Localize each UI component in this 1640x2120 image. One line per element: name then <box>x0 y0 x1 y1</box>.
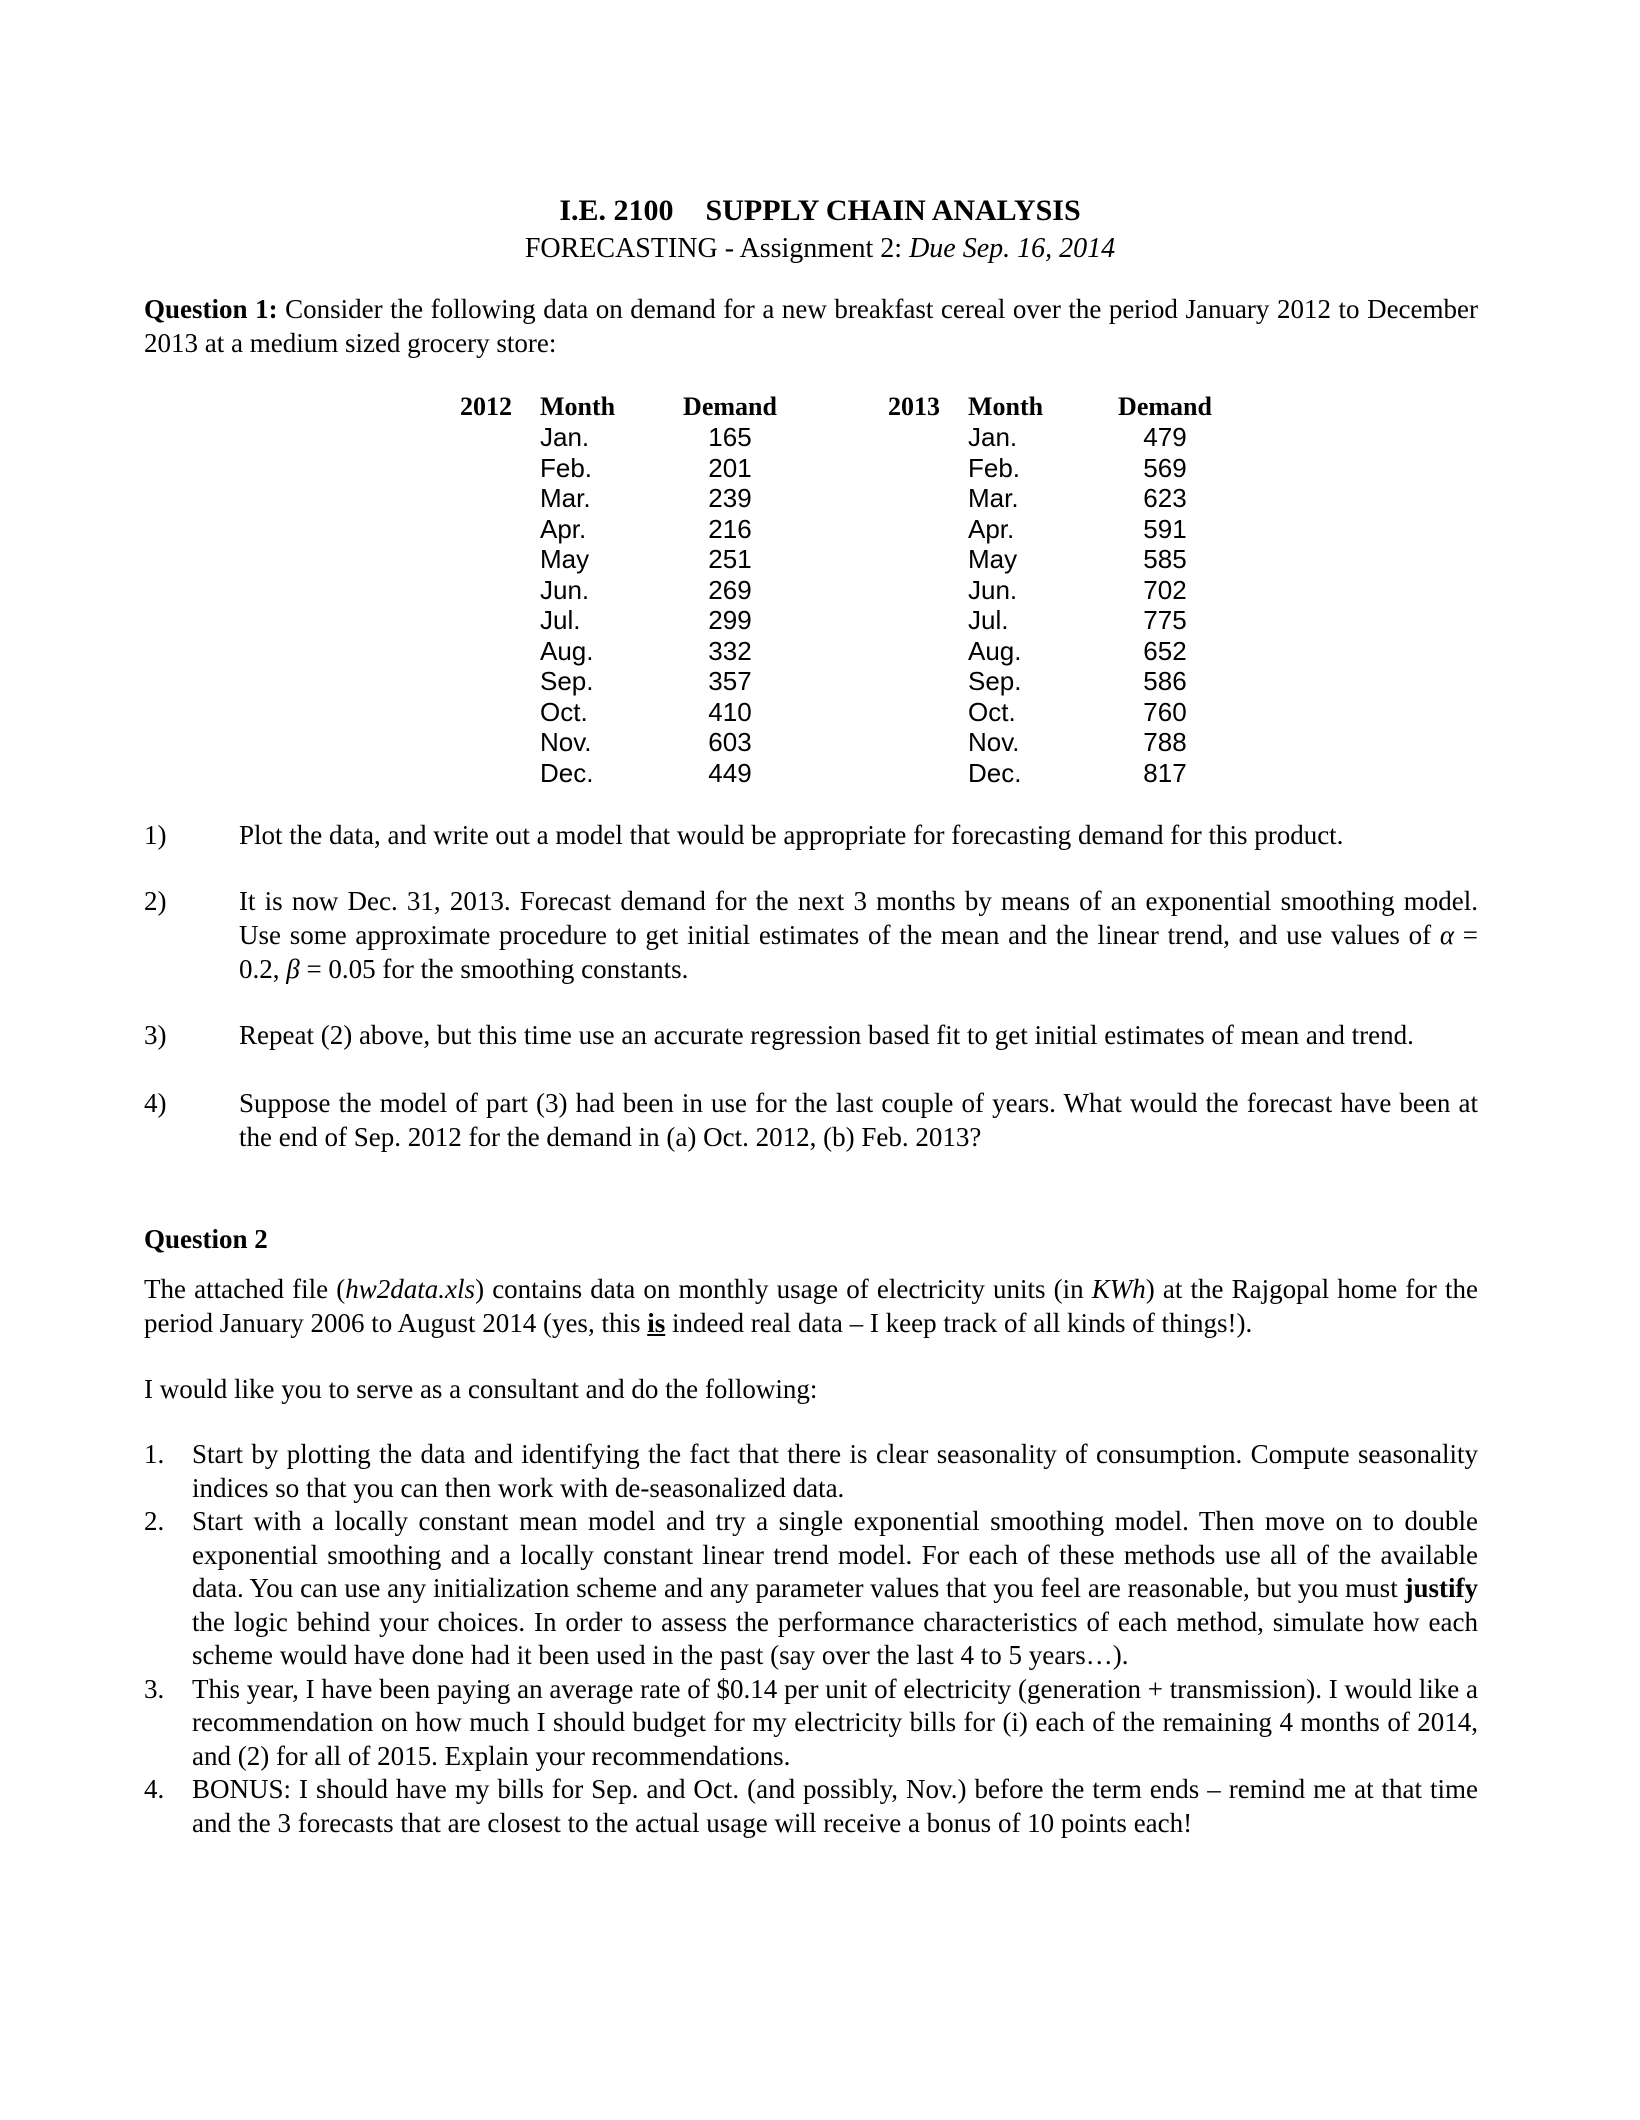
demand-2012-column <box>675 392 785 788</box>
demand-2013-column <box>1110 392 1220 788</box>
demand-cell: 299 <box>708 605 752 635</box>
emphasis-is: is <box>647 1308 666 1338</box>
month-cell: Aug. <box>968 635 1022 666</box>
month-cell: Jan. <box>540 422 590 452</box>
month-cell: May <box>968 544 1018 574</box>
alpha-value: = 0.2, <box>239 920 1478 984</box>
demand-cell: 410 <box>708 696 752 727</box>
q1-part-text: Plot the data, and write out a model that would be appropriate for forecasting demand for this product. <box>239 820 1344 850</box>
demand-cell: 479 <box>1143 422 1187 452</box>
q2-task-text: Start by plotting the data and identifying the fact that there is clear seasonality of consumption. Compute seasonality indices so that you can then work with de-seasonalized data. <box>192 1439 1478 1503</box>
alpha-symbol: α <box>1439 920 1455 950</box>
q2-task-text <box>192 1505 1478 1673</box>
demand-cell: 817 <box>1143 757 1187 788</box>
month-cell: Jul. <box>968 605 1009 635</box>
q2-task-2-text-b: the logic behind your choices. In order to assess the performance characteristics of each method, simulate how each scheme would have done had it been used in the past (say over the last 4 to 5 years…). <box>192 1606 1478 1670</box>
month-cell: Apr. <box>540 513 587 544</box>
q2-task-number: 2. <box>144 1506 165 1536</box>
month-list-2012 <box>540 422 650 788</box>
month-cell: Jul. <box>540 605 581 635</box>
month-header-2012: Month <box>540 392 616 421</box>
month-header-2013: Month <box>968 392 1044 421</box>
demand-header-2013: Demand <box>1118 392 1212 421</box>
q2-text-b: ) contains data on monthly usage of electricity units (in <box>475 1274 1092 1304</box>
demand-cell: 702 <box>1143 574 1187 605</box>
demand-cell: 585 <box>1143 544 1187 574</box>
q2-task-number: 4. <box>144 1774 165 1804</box>
demand-list-2012 <box>675 422 785 788</box>
demand-cell: 760 <box>1143 696 1187 727</box>
month-cell: Sep. <box>968 666 1022 696</box>
demand-cell: 332 <box>708 635 752 666</box>
demand-cell: 603 <box>708 727 752 757</box>
month-cell: Aug. <box>540 635 594 666</box>
assignment-title: FORECASTING - Assignment 2: <box>524 233 910 264</box>
month-cell: Jan. <box>968 422 1018 452</box>
month-list-2013 <box>968 422 1078 788</box>
year-2012-column <box>460 392 510 422</box>
q2-task-number: 3. <box>144 1673 165 1704</box>
month-cell: Dec. <box>968 757 1022 788</box>
month-cell: Apr. <box>968 513 1015 544</box>
month-cell: Nov. <box>540 727 592 757</box>
q1-part-number: 2) <box>144 886 167 916</box>
month-cell: Mar. <box>540 483 591 513</box>
month-cell: Feb. <box>968 452 1021 483</box>
q2-task-2-text-a: Start with a locally constant mean model and try a single exponential smoothing model. Then move on to double exponential smoothing and a locally constant linear trend model. For each of these methods use all of the available data. You can use any initialization scheme and any parameter values that you feel are reasonable, but you must <box>192 1506 1478 1603</box>
demand-cell: 569 <box>1143 452 1187 483</box>
demand-cell: 251 <box>708 544 752 574</box>
year-2013-header: 2013 <box>888 392 940 421</box>
demand-list-2013 <box>1110 422 1220 788</box>
month-cell: Oct. <box>540 696 588 727</box>
q2-task-text: BONUS: I should have my bills for Sep. and Oct. (and possibly, Nov.) before the term ends – remind me at that time and the 3 forecasts that are closest to the actual usage will receive a bonus of 10 points each! <box>192 1774 1478 1838</box>
demand-cell: 652 <box>1143 635 1187 666</box>
demand-cell: 623 <box>1143 483 1187 513</box>
emphasis-justify: justify <box>1404 1573 1478 1603</box>
demand-table <box>460 392 1220 792</box>
month-cell: May <box>540 544 590 574</box>
q1-part-number: 3) <box>144 1020 167 1050</box>
demand-cell: 591 <box>1143 513 1187 544</box>
demand-cell: 269 <box>708 574 752 605</box>
month-cell: Mar. <box>968 483 1019 513</box>
due-date: Due Sep. 16, 2014 <box>909 233 1116 264</box>
q2-text-a: The attached file ( <box>144 1274 346 1304</box>
month-cell: Sep. <box>540 666 594 696</box>
q2-task-number: 1. <box>144 1439 165 1469</box>
course-code: I.E. 2100 <box>559 194 674 227</box>
demand-cell: 165 <box>708 422 752 452</box>
q1-part-number: 4) <box>144 1088 167 1118</box>
unit-kwh: KWh <box>1091 1274 1146 1304</box>
month-cell: Feb. <box>540 452 593 483</box>
assignment-line <box>0 230 1640 268</box>
month-2012-column <box>540 392 650 788</box>
q1-part-text: Suppose the model of part (3) had been in use for the last couple of years. What would the forecast have been at the end of Sep. 2012 for the demand in (a) Oct. 2012, (b) Feb. 2013? <box>239 1088 1478 1152</box>
demand-cell: 586 <box>1143 666 1187 696</box>
beta-symbol: β <box>286 954 300 984</box>
year-2013-column <box>888 392 938 422</box>
demand-cell: 357 <box>708 666 752 696</box>
q2-text-d: indeed real data – I keep track of all kinds of things!). <box>665 1308 1253 1338</box>
question-2-tasks <box>144 1438 1478 1840</box>
question-2-instruction: I would like you to serve as a consultant and do the following: <box>144 1374 818 1404</box>
q2-task-1 <box>144 1438 1478 1505</box>
beta-value: = 0.05 for the smoothing constants. <box>299 954 689 984</box>
month-cell: Jun. <box>540 574 590 605</box>
demand-cell: 216 <box>708 513 752 544</box>
q1-part-2-text-a: It is now Dec. 31, 2013. Forecast demand for the next 3 months by means of an exponential smoothing model. Use some approximate procedure to get initial estimates of the mean and the linear trend, and use values of <box>239 886 1478 950</box>
question-1-intro <box>144 292 1478 360</box>
month-cell: Nov. <box>968 727 1020 757</box>
q2-task-text: This year, I have been paying an average rate of $0.14 per unit of electricity (generation + transmission). I would like a recommendation on how much I should budget for my electricity bills for (i) each of the remaining 4 months of 2014, and (2) for all of 2015. Explain your recommendations. <box>192 1673 1478 1771</box>
q2-task-4 <box>144 1773 1478 1840</box>
course-line <box>0 192 1640 230</box>
q2-text-c: ) at the Rajgopal home for the period January 2006 to August 2014 (yes, this <box>144 1274 1478 1338</box>
demand-cell: 449 <box>708 757 752 788</box>
document-header <box>0 192 1640 268</box>
month-cell: Dec. <box>540 757 594 788</box>
q2-task-3 <box>144 1673 1478 1774</box>
year-2012-header: 2012 <box>460 392 512 421</box>
question-2-intro <box>144 1272 1478 1340</box>
demand-cell: 775 <box>1143 605 1187 635</box>
data-file-name: hw2data.xls <box>345 1274 476 1304</box>
demand-cell: 239 <box>708 483 752 513</box>
month-2013-column <box>968 392 1078 788</box>
demand-cell: 201 <box>708 452 752 483</box>
q1-part-text <box>239 884 1478 986</box>
month-cell: Oct. <box>968 696 1016 727</box>
question-2-label: Question 2 <box>144 1224 268 1254</box>
q1-part-text: Repeat (2) above, but this time use an accurate regression based fit to get initial estimates of mean and trend. <box>239 1020 1414 1050</box>
month-cell: Jun. <box>968 574 1018 605</box>
q2-task-2 <box>144 1505 1478 1673</box>
q1-part-number: 1) <box>144 820 167 850</box>
question-1-text: Consider the following data on demand for a new breakfast cereal over the period January 2012 to December 2013 at a medium sized grocery store: <box>144 294 1478 358</box>
course-title: SUPPLY CHAIN ANALYSIS <box>705 194 1081 227</box>
question-1-label: Question 1: <box>144 294 278 324</box>
demand-header-2012: Demand <box>683 392 777 421</box>
demand-cell: 788 <box>1143 727 1187 757</box>
